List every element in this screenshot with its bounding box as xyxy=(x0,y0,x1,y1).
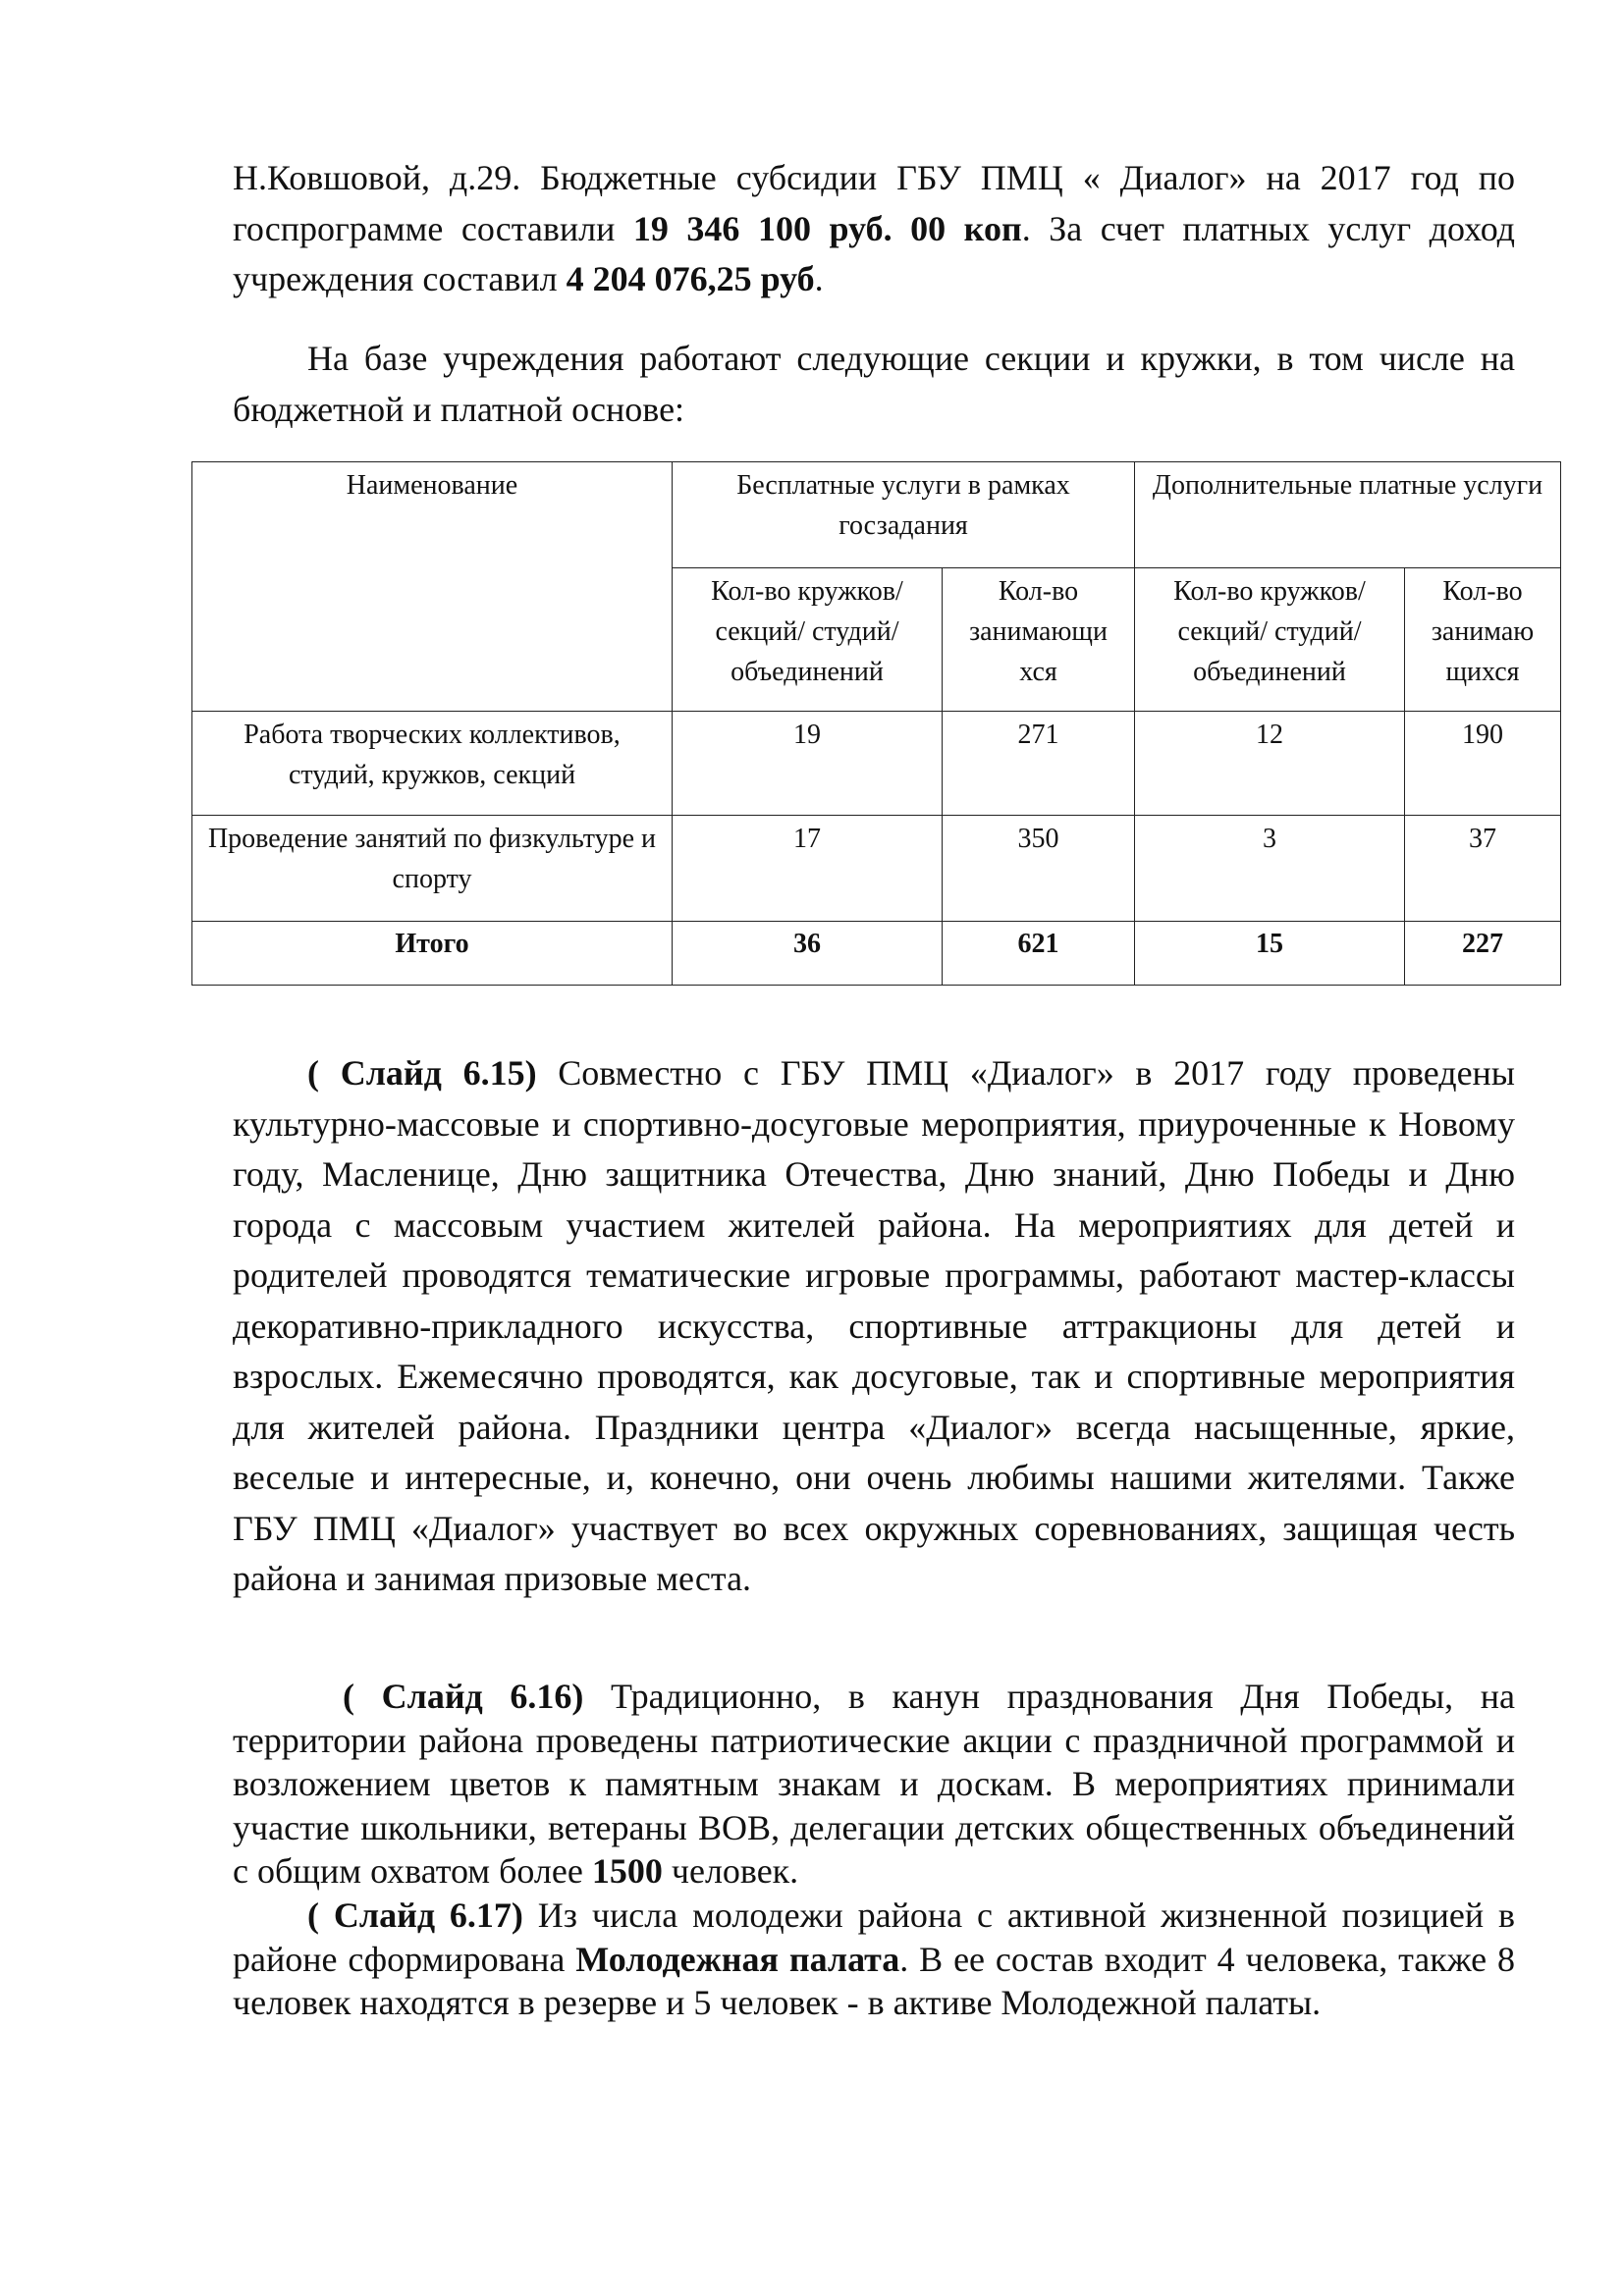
row-name: Проведение занятий по физкультуре и спорту xyxy=(192,816,673,922)
slide-6-17-text: Из числа молодежи района с активной жизненной позицией в районе сформирована xyxy=(233,1896,1516,1979)
row-free-people: 271 xyxy=(943,712,1135,816)
row-paid-people: 190 xyxy=(1405,712,1561,816)
services-table xyxy=(191,461,1561,986)
slide-6-16-text: Традиционно, в канун празднования Дня Победы, на территории района проведены патриотические акции с праздничной программой и возложением цветов к памятным знакам и доскам. В мероприятиях принимали участие школьники, ветераны ВОВ, делегации детских общественных объединений с общим охватом более xyxy=(233,1677,1516,1891)
youth-chamber-name: Молодежная палата xyxy=(575,1939,900,1979)
budget-subsidy-amount: 19 346 100 руб. 00 коп xyxy=(632,208,1022,248)
table-total-row xyxy=(192,922,1561,986)
paid-income-amount: 4 204 076,25 руб xyxy=(566,259,815,298)
slide-6-16-text-end: человек. xyxy=(662,1851,799,1891)
row-free-people: 350 xyxy=(943,816,1135,922)
row-free-count: 19 xyxy=(673,712,943,816)
subheader-free-count: Кол-во кружков/ секций/ студий/ объединений xyxy=(673,568,943,712)
subheader-paid-count: Кол-во кружков/ секций/ студий/ объединений xyxy=(1135,568,1405,712)
total-free-count: 36 xyxy=(673,922,943,986)
row-paid-count: 3 xyxy=(1135,816,1405,922)
budget-text-2: . За счет платных услуг доход учреждения составил xyxy=(233,208,1515,298)
table-row xyxy=(192,816,1561,922)
header-paid-services: Дополнительные платные услуги xyxy=(1135,462,1561,568)
total-paid-people: 227 xyxy=(1405,922,1561,986)
row-paid-people: 37 xyxy=(1405,816,1561,922)
budget-paragraph xyxy=(233,153,1515,305)
slide-6-17-paragraph xyxy=(233,1894,1515,2025)
total-free-people: 621 xyxy=(943,922,1135,986)
row-free-count: 17 xyxy=(673,816,943,922)
row-name: Работа творческих коллективов, студий, кружков, секций xyxy=(192,712,673,816)
participants-count: 1500 xyxy=(591,1851,663,1891)
slide-6-17-text-end: . В ее состав входит 4 человека, также 8 человек находятся в резерве и 5 человек - в активе Молодежной палаты. xyxy=(233,1939,1515,2022)
slide-6-17-label: ( Слайд 6.17) xyxy=(307,1896,523,1935)
total-paid-count: 15 xyxy=(1135,922,1405,986)
slide-6-15-label: ( Слайд 6.15) xyxy=(307,1053,537,1093)
budget-text-3: . xyxy=(814,259,824,298)
sections-intro-paragraph: На базе учреждения работают следующие секции и кружки, в том числе на бюджетной и платной основе: xyxy=(233,339,1515,429)
row-paid-count: 12 xyxy=(1135,712,1405,816)
table-header-row xyxy=(192,462,1561,568)
budget-text-1: Н.Ковшовой, д.29. Бюджетные субсидии ГБУ ПМЦ « Диалог» на 2017 год по госпрограмме составили xyxy=(233,158,1515,248)
slide-6-15-text: Совместно с ГБУ ПМЦ «Диалог» в 2017 году проведены культурно-массовые и спортивно-досуговые мероприятия, приуроченные к Новому году, Масленице, Дню защитника Отечества, Дню знаний, Дню Победы и Дню города с массовым участием жителей района. На мероприятиях для детей и родителей проводятся тематические игровые программы, работают мастер-классы декоративно-прикладного искусства, спортивные аттракционы для детей и взрослых. Ежемесячно проводятся, как досуговые, так и спортивные мероприятия для жителей района. Праздники центра «Диалог» всегда насыщенные, яркие, веселые и интересные, и, конечно, они очень любимы нашими жителями. Также ГБУ ПМЦ «Диалог» участвует во всех окружных соревнованиях, защищая честь района и занимая призовые места. xyxy=(233,1053,1515,1598)
subheader-free-people: Кол-во занимающи хся xyxy=(943,568,1135,712)
table-row xyxy=(192,712,1561,816)
slide-6-15-paragraph xyxy=(233,1048,1515,1605)
slide-6-16-label: ( Слайд 6.16) xyxy=(343,1677,584,1716)
subheader-paid-people: Кол-во занимаю щихся xyxy=(1405,568,1561,712)
header-name: Наименование xyxy=(192,462,673,712)
header-free-services: Бесплатные услуги в рамках госзадания xyxy=(673,462,1135,568)
total-name: Итого xyxy=(192,922,673,986)
slide-6-16-paragraph xyxy=(233,1675,1515,1894)
